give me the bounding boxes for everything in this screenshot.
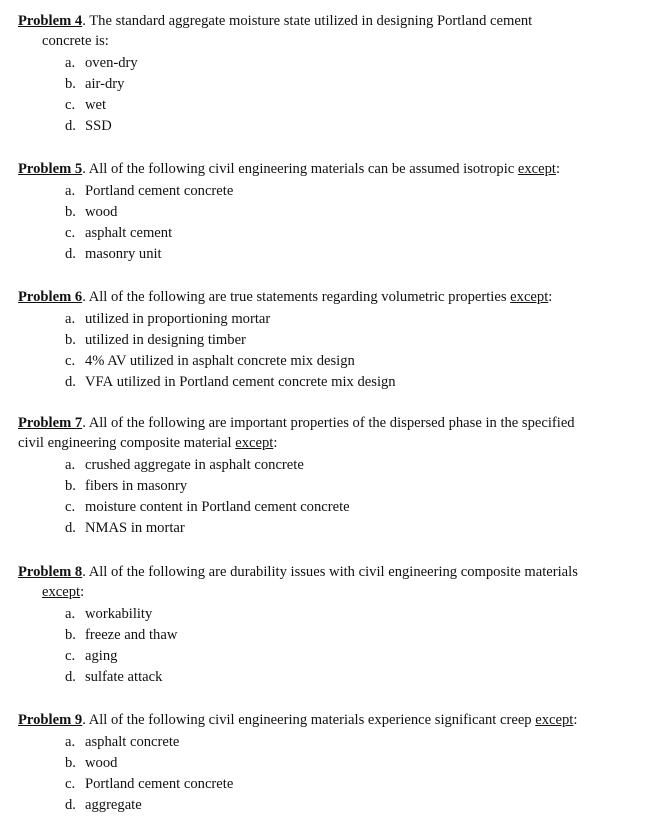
- option-c[interactable]: [65, 497, 648, 518]
- option-letter: d.: [65, 669, 76, 685]
- option-letter: b.: [65, 478, 76, 494]
- option-a[interactable]: [65, 732, 648, 753]
- problem-number: Problem 8: [18, 564, 83, 580]
- answer-options: [18, 53, 648, 137]
- option-text: crushed aggregate in asphalt concrete: [85, 457, 304, 473]
- answer-options: [18, 455, 648, 539]
- option-text: Portland cement concrete: [85, 776, 234, 792]
- problem-stem: Problem 9. All of the following civil engineering materials experience significant creep except:: [18, 712, 578, 728]
- option-letter: c.: [65, 648, 76, 664]
- problem-5: [18, 159, 648, 265]
- answer-options: [18, 309, 648, 393]
- except-keyword: except: [517, 161, 556, 177]
- problem-9: [18, 710, 648, 816]
- option-a[interactable]: [65, 455, 648, 476]
- option-letter: c.: [65, 225, 76, 241]
- option-c[interactable]: [65, 351, 648, 372]
- option-d[interactable]: [65, 518, 648, 539]
- option-c[interactable]: [65, 95, 648, 116]
- stem-text: The standard aggregate moisture state utilized in designing Portland cement: [89, 13, 533, 29]
- problem-stem: Problem 8. All of the following are durability issues with civil engineering composite materials except:: [18, 562, 648, 602]
- option-text: masonry unit: [85, 246, 162, 262]
- problem-stem: Problem 4. The standard aggregate moisture state utilized in designing Portland cement concrete is:: [18, 11, 648, 51]
- stem-text: All of the following are durability issues with civil engineering composite materials: [88, 564, 578, 580]
- option-b[interactable]: [65, 476, 648, 497]
- option-text: freeze and thaw: [85, 627, 178, 643]
- problem-number: Problem 6: [18, 289, 83, 305]
- option-text: oven-dry: [85, 55, 138, 71]
- option-text: Portland cement concrete: [85, 183, 234, 199]
- option-c[interactable]: [65, 646, 648, 667]
- except-keyword: except: [535, 712, 574, 728]
- problem-6: [18, 287, 648, 393]
- option-text: fibers in masonry: [85, 478, 188, 494]
- option-letter: a.: [65, 457, 76, 473]
- stem-text: All of the following are important properties of the dispersed phase in the specified: [88, 415, 575, 431]
- stem-text: All of the following civil engineering materials can be assumed isotropic: [88, 161, 515, 177]
- answer-options: [18, 732, 648, 816]
- option-text: wood: [85, 204, 118, 220]
- option-text: utilized in Portland cement concrete mix design: [116, 374, 396, 390]
- option-c[interactable]: [65, 223, 648, 244]
- option-d[interactable]: [65, 372, 648, 393]
- option-text: moisture content in Portland cement concrete: [85, 499, 350, 515]
- stem-text-continued: except:: [42, 584, 85, 600]
- problem-stem: Problem 5. All of the following civil engineering materials can be assumed isotropic except:: [18, 161, 561, 177]
- option-text: utilized in designing timber: [85, 332, 246, 348]
- option-letter: b.: [65, 755, 76, 771]
- option-text: aggregate: [85, 797, 142, 813]
- option-text: 4% AV utilized in asphalt concrete mix design: [85, 353, 355, 369]
- option-d[interactable]: [65, 244, 648, 265]
- problem-number: Problem 4: [18, 13, 83, 29]
- answer-options: [18, 181, 648, 265]
- option-letter: d.: [65, 246, 76, 262]
- option-c[interactable]: [65, 774, 648, 795]
- option-letter: b.: [65, 332, 76, 348]
- option-b[interactable]: [65, 330, 648, 351]
- option-abbreviation: VFA: [85, 374, 114, 390]
- option-a[interactable]: [65, 53, 648, 74]
- option-text: asphalt concrete: [85, 734, 180, 750]
- option-text: utilized in proportioning mortar: [85, 311, 271, 327]
- option-letter: a.: [65, 606, 76, 622]
- option-a[interactable]: [65, 181, 648, 202]
- option-text: air-dry: [85, 76, 125, 92]
- option-text: workability: [85, 606, 153, 622]
- problem-4: [18, 11, 648, 137]
- option-letter: c.: [65, 499, 76, 515]
- problem-number: Problem 5: [18, 161, 83, 177]
- option-a[interactable]: [65, 604, 648, 625]
- option-d[interactable]: [65, 116, 648, 137]
- except-keyword: except: [235, 435, 274, 451]
- option-letter: a.: [65, 183, 76, 199]
- answer-options: [18, 604, 648, 688]
- option-letter: c.: [65, 97, 76, 113]
- option-letter: a.: [65, 311, 76, 327]
- option-letter: a.: [65, 55, 76, 71]
- option-letter: b.: [65, 76, 76, 92]
- option-text: wood: [85, 755, 118, 771]
- problem-stem: Problem 7. All of the following are important properties of the dispersed phase in the specified civil engineering composite material except:: [18, 415, 575, 451]
- option-letter: b.: [65, 204, 76, 220]
- problem-8: [18, 562, 648, 688]
- option-text: sulfate attack: [85, 669, 163, 685]
- option-b[interactable]: [65, 753, 648, 774]
- stem-text-continued: concrete is:: [42, 33, 109, 49]
- option-b[interactable]: [65, 202, 648, 223]
- option-b[interactable]: [65, 74, 648, 95]
- option-text: NMAS in mortar: [85, 520, 185, 536]
- problem-number: Problem 7: [18, 415, 83, 431]
- problem-7: [18, 413, 648, 539]
- stem-text-continued: civil engineering composite material: [18, 435, 232, 451]
- option-letter: a.: [65, 734, 76, 750]
- option-letter: c.: [65, 776, 76, 792]
- option-text: aging: [85, 648, 118, 664]
- option-letter: c.: [65, 353, 76, 369]
- option-letter: d.: [65, 520, 76, 536]
- option-d[interactable]: [65, 667, 648, 688]
- option-text: wet: [85, 97, 107, 113]
- stem-text: All of the following civil engineering materials experience significant creep: [88, 712, 532, 728]
- option-a[interactable]: [65, 309, 648, 330]
- option-text: SSD: [85, 118, 112, 134]
- option-letter: b.: [65, 627, 76, 643]
- option-letter: d.: [65, 797, 76, 813]
- option-d[interactable]: [65, 795, 648, 816]
- except-keyword: except: [510, 289, 549, 305]
- option-letter: d.: [65, 374, 76, 390]
- except-keyword: except: [42, 584, 81, 600]
- option-b[interactable]: [65, 625, 648, 646]
- option-text: asphalt cement: [85, 225, 173, 241]
- problem-stem: Problem 6. All of the following are true statements regarding volumetric properties except:: [18, 289, 553, 305]
- problem-number: Problem 9: [18, 712, 83, 728]
- option-letter: d.: [65, 118, 76, 134]
- stem-text: All of the following are true statements regarding volumetric properties: [88, 289, 507, 305]
